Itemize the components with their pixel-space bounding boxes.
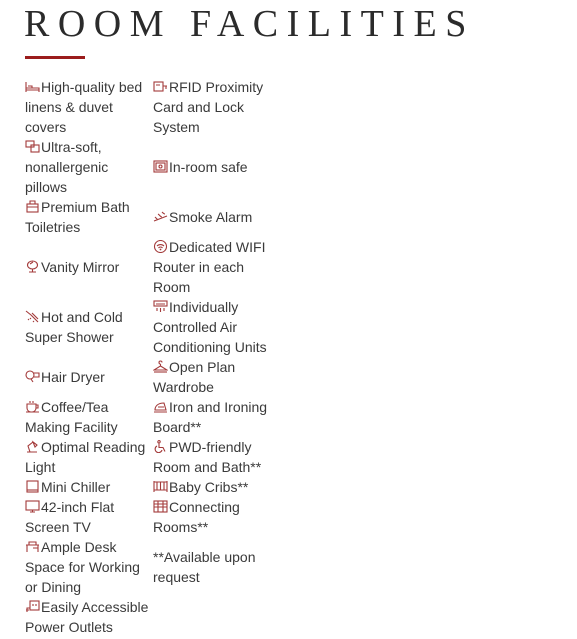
facility-item — [25, 137, 151, 197]
facility-item — [25, 537, 151, 597]
facility-item — [153, 157, 273, 177]
facility-item — [25, 397, 151, 437]
toiletries-icon — [25, 200, 40, 213]
mini-fridge-icon — [25, 480, 40, 493]
facility-item — [153, 477, 273, 497]
facility-label: Ample Desk Space for Working or Dining — [25, 539, 140, 595]
facility-label: High-quality bed linens & duvet covers — [25, 79, 143, 135]
facility-item — [153, 357, 273, 397]
facility-label: In-room safe — [169, 159, 248, 175]
facility-label: Optimal Reading Light — [25, 439, 146, 475]
mirror-icon — [25, 260, 40, 273]
facility-item — [25, 257, 151, 277]
facility-label: Individually Controlled Air Conditioning Units — [153, 299, 267, 355]
facility-item — [25, 307, 151, 347]
facility-label: Open Plan Wardrobe — [153, 359, 236, 395]
air-conditioner-icon — [153, 300, 168, 313]
safe-icon — [153, 160, 168, 173]
pillow-icon — [25, 140, 40, 153]
page-title: ROOM FACILITIES — [24, 3, 475, 45]
facility-label: PWD-friendly Room and Bath** — [153, 439, 262, 475]
facility-label: Easily Accessible Power Outlets — [25, 599, 149, 635]
bed-icon — [25, 80, 40, 93]
facility-item — [25, 197, 151, 237]
facility-label: Iron and Ironing Board** — [153, 399, 268, 435]
facility-item — [25, 437, 151, 477]
facility-item — [25, 597, 151, 637]
facility-label: Premium Bath Toiletries — [25, 199, 130, 235]
reading-lamp-icon — [25, 440, 40, 453]
iron-icon — [153, 400, 168, 413]
facility-label: Hot and Cold Super Shower — [25, 309, 123, 345]
facility-label: RFID Proximity Card and Lock System — [153, 79, 264, 135]
tv-icon — [25, 500, 40, 513]
facility-label: Ultra-soft, nonallergenic pillows — [25, 139, 109, 195]
facility-item — [153, 237, 273, 297]
facility-item — [153, 207, 273, 227]
facility-item — [25, 497, 151, 537]
facility-item — [153, 497, 273, 537]
facility-label: 42-inch Flat Screen TV — [25, 499, 115, 535]
facility-label: Coffee/Tea Making Facility — [25, 399, 118, 435]
title-underline — [25, 56, 85, 59]
facility-item — [153, 297, 273, 357]
facility-item — [153, 77, 273, 137]
shower-icon — [25, 310, 40, 323]
facility-item — [25, 367, 151, 387]
facility-label: Vanity Mirror — [41, 259, 120, 275]
facility-label: Hair Dryer — [41, 369, 105, 385]
facility-item — [153, 397, 273, 437]
availability-footnote: **Available upon request — [153, 549, 256, 585]
facilities-column-right — [153, 77, 273, 587]
facility-label: Baby Cribs** — [169, 479, 249, 495]
facility-item — [153, 437, 273, 477]
hair-dryer-icon — [25, 370, 40, 383]
coffee-cup-icon — [25, 400, 40, 413]
wifi-icon — [153, 240, 168, 253]
connecting-door-icon — [153, 500, 168, 513]
facility-label: Smoke Alarm — [169, 209, 253, 225]
facilities-column-left — [25, 77, 151, 637]
keycard-icon — [153, 80, 168, 93]
desk-icon — [25, 540, 40, 553]
facility-label: Connecting Rooms** — [153, 499, 240, 535]
wheelchair-icon — [153, 440, 168, 453]
smoke-alarm-icon — [153, 210, 168, 223]
facility-label: Dedicated WIFI Router in each Room — [153, 239, 266, 295]
facility-label: Mini Chiller — [41, 479, 111, 495]
facility-item — [25, 77, 151, 137]
facility-item — [25, 477, 151, 497]
hanger-icon — [153, 360, 168, 373]
power-outlet-icon — [25, 600, 40, 613]
crib-icon — [153, 480, 168, 493]
